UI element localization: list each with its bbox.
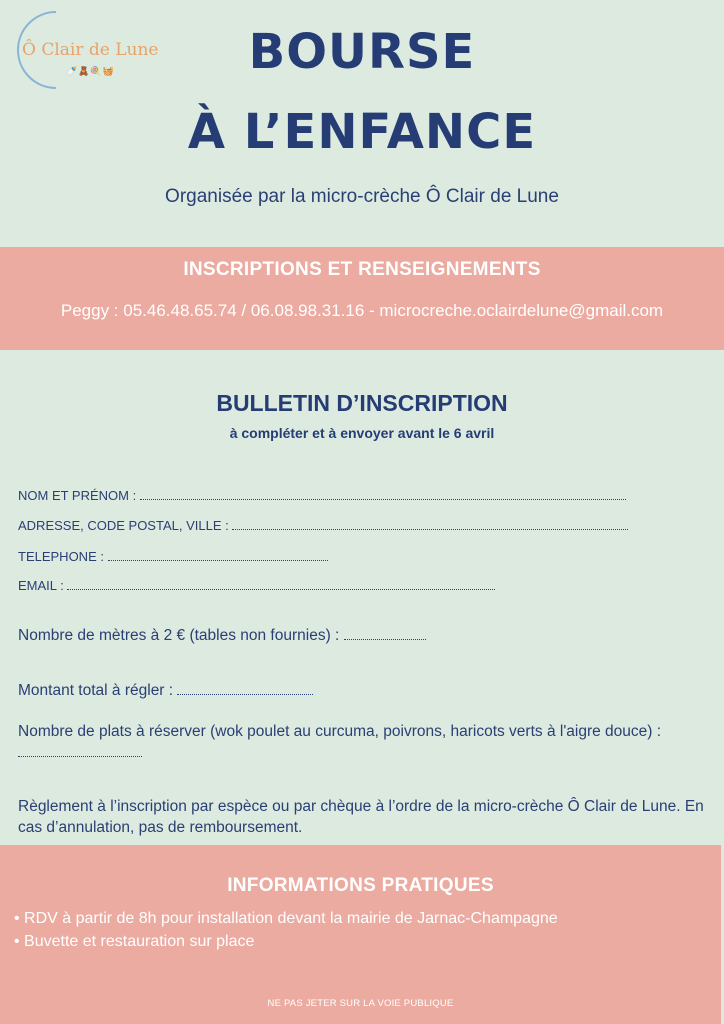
email-field[interactable]: [18, 577, 495, 593]
meals-field[interactable]: [18, 721, 678, 763]
inscriptions-banner: [0, 247, 724, 350]
meals-line[interactable]: [18, 744, 142, 757]
meals-label: Nombre de plats à réserver (wok poulet au curcuma, poivrons, haricots verts à l'aigre douce) :: [18, 723, 662, 740]
meters-line[interactable]: [344, 627, 426, 640]
address-label: ADRESSE, CODE POSTAL, VILLE :: [18, 518, 229, 533]
address-line[interactable]: [232, 517, 628, 530]
page-title-line2: À L’ENFANCE: [187, 104, 537, 160]
info-title: INFORMATIONS PRATIQUES: [227, 875, 494, 896]
info-banner: [0, 845, 721, 1024]
phone-field[interactable]: [18, 548, 328, 564]
form-title: BULLETIN D’INSCRIPTION: [216, 390, 508, 416]
email-label: EMAIL :: [18, 578, 64, 593]
name-field[interactable]: [18, 487, 626, 503]
list-item: • Buvette et restauration sur place: [14, 930, 558, 953]
contact-info: Peggy : 05.46.48.65.74 / 06.08.98.31.16 - microcreche.oclairdelune@gmail.com: [60, 301, 664, 320]
inscriptions-title: INSCRIPTIONS ET RENSEIGNEMENTS: [183, 259, 541, 280]
meters-field[interactable]: [18, 625, 710, 646]
info-list: [14, 907, 558, 953]
footer-note: NE PAS JETER SUR LA VOIE PUBLIQUE: [267, 998, 454, 1009]
address-field[interactable]: [18, 517, 628, 533]
total-line[interactable]: [177, 682, 313, 695]
page-subtitle: Organisée par la micro-crèche Ô Clair de Lune: [165, 186, 559, 207]
page-title-line1: BOURSE: [248, 24, 476, 80]
payment-terms: Règlement à l’inscription par espèce ou par chèque à l’ordre de la micro-crèche Ô Clair de Lune. En cas d’annulation, pas de remboursement.: [18, 798, 704, 836]
list-item: • RDV à partir de 8h pour installation devant la mairie de Jarnac-Champagne: [14, 907, 558, 930]
phone-line[interactable]: [108, 548, 328, 561]
name-line[interactable]: [140, 487, 626, 500]
name-label: NOM ET PRÉNOM :: [18, 488, 137, 503]
email-line[interactable]: [67, 577, 495, 590]
form-deadline: à compléter et à envoyer avant le 6 avril: [229, 425, 495, 441]
meters-label: Nombre de mètres à 2 € (tables non fournies) :: [18, 627, 340, 644]
phone-label: TELEPHONE :: [18, 549, 104, 564]
logo-text: Ô Clair de Lune: [22, 40, 159, 60]
total-field[interactable]: [18, 680, 710, 701]
logo-toys-icon: 🍼🧸🍭🧺: [66, 66, 115, 76]
total-label: Montant total à régler :: [18, 682, 174, 699]
